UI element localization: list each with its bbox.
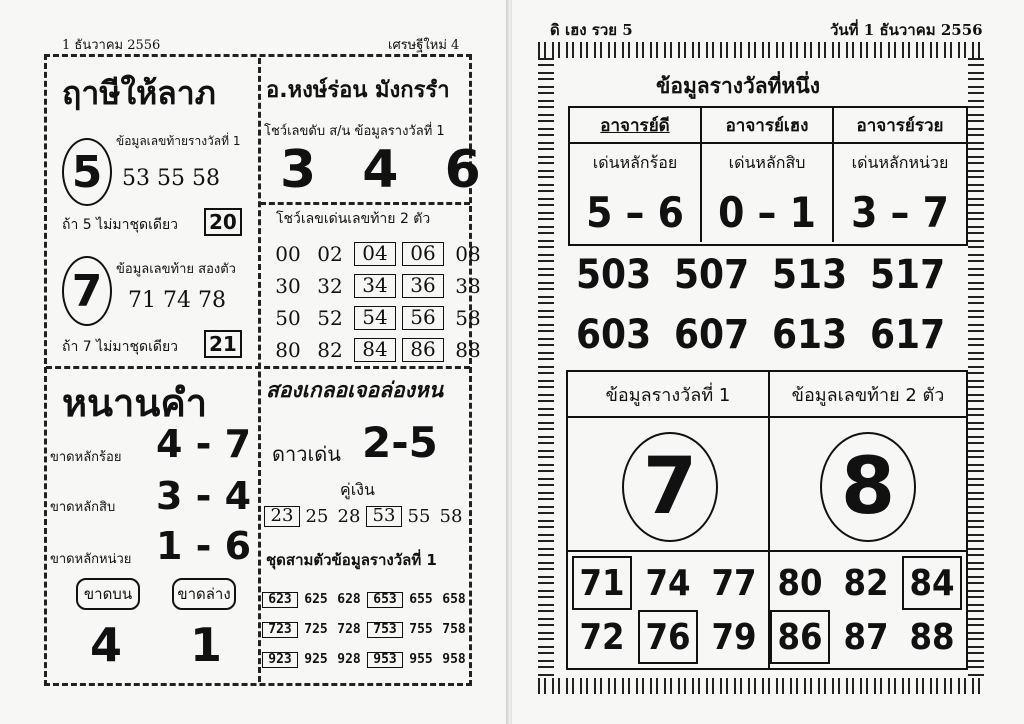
songklao-pair: 28 xyxy=(337,506,361,527)
three-digit-number: 603 xyxy=(576,312,652,358)
left-box-title: ข้อมูลรางวัลที่ 1 xyxy=(605,384,731,406)
master-grid-cell: 08 xyxy=(455,242,481,266)
nanankham-label-0: ขาดหลักร้อย xyxy=(50,450,122,465)
master-title: อ.หงษ์ร่อน มังกรรำ xyxy=(266,78,450,103)
right-box-title: ข้อมูลเลขท้าย 2 ตัว xyxy=(791,384,945,406)
three-digit-number: 513 xyxy=(772,252,848,298)
songklao-set: 955 xyxy=(409,652,433,667)
master-subtitle: โชว์เลขดับ ส/น ข้อมูลรางวัลที่ 1 xyxy=(264,124,445,139)
songklao-pair: 58 xyxy=(439,506,463,527)
hermit-caption-1: ข้อมูลเลขท้ายรางวัลที่ 1 xyxy=(116,134,241,148)
songklao-set: 658 xyxy=(442,592,466,607)
three-digit-number: 503 xyxy=(576,252,652,298)
master-grid-cell: 54 xyxy=(354,306,396,330)
pair-number: 84 xyxy=(902,556,962,610)
songklao-sets-title: ชุดสามตัวข้อมูลรางวัลที่ 1 xyxy=(266,551,437,569)
songklao-set: 725 xyxy=(304,622,328,637)
master-header-0: อาจารย์ดี xyxy=(570,108,702,144)
pair-number: 86 xyxy=(770,610,830,664)
hermit-digit-circle-1: 5 xyxy=(62,138,112,206)
nanankham-value-1: 3 - 4 xyxy=(156,474,252,518)
master-grid-cell: 80 xyxy=(275,338,301,362)
songklao-set: 653 xyxy=(367,592,403,608)
prize-boxes-mid-line xyxy=(568,550,966,552)
master-subheader-1: เด่นหลักสิบ xyxy=(702,144,834,182)
master-grid-title: โชว์เลขเด่นเลขท้าย 2 ตัว xyxy=(276,211,431,227)
hermit-rule-2: ถ้า 7 ไม่มาชุดเดียว xyxy=(62,339,179,355)
songklao-set: 728 xyxy=(337,622,361,637)
nanankham-bottom-value: 1 xyxy=(190,618,223,672)
master-divider xyxy=(260,202,470,205)
master-grid-cell: 04 xyxy=(354,242,396,266)
master-grid-cell: 52 xyxy=(317,306,343,330)
songklao-set: 958 xyxy=(442,652,466,667)
songklao-set-row xyxy=(262,622,469,638)
left-divider-vertical xyxy=(258,58,261,682)
songklao-pair: 23 xyxy=(264,506,300,527)
master-grid-cell: 32 xyxy=(317,274,343,298)
right-header-right: วันที่ 1 ธันวาคม 2556 xyxy=(830,21,983,39)
master-grid-cell: 86 xyxy=(402,338,444,362)
master-grid-cell: 84 xyxy=(354,338,396,362)
prize-boxes-header-line xyxy=(568,416,966,418)
right-title: ข้อมูลรางวัลที่หนึ่ง xyxy=(656,74,820,98)
songklao-pair: 53 xyxy=(366,506,402,527)
master-grid-row xyxy=(270,338,486,362)
nanankham-title: หนานคำ xyxy=(62,381,208,425)
songklao-set: 753 xyxy=(367,622,403,638)
songklao-title: สองเกลอเจอล่องหน xyxy=(266,378,444,402)
prize-boxes xyxy=(566,370,968,670)
songklao-star-value: 2-5 xyxy=(362,418,438,467)
songklao-pair: 25 xyxy=(305,506,329,527)
master-value-1: 0 – 1 xyxy=(702,182,834,242)
master-grid-cell: 56 xyxy=(402,306,444,330)
right-page xyxy=(512,0,1024,724)
nanankham-bottom-label: ขาดล่าง xyxy=(172,578,236,610)
pair-number: 76 xyxy=(638,610,698,664)
pair-number: 80 xyxy=(777,562,823,604)
songklao-set: 623 xyxy=(262,592,298,608)
master-grid-cell: 50 xyxy=(275,306,301,330)
songklao-set: 953 xyxy=(367,652,403,668)
meander-border-bottom xyxy=(538,678,984,694)
left-header-date: 1 ธันวาคม 2556 xyxy=(62,38,161,53)
master-grid-cell: 06 xyxy=(402,242,444,266)
three-digit-number: 517 xyxy=(870,252,946,298)
left-header-publication: เศรษฐีใหม่ 4 xyxy=(388,38,460,53)
master-subheader-2: เด่นหลักหน่วย xyxy=(851,152,949,172)
nanankham-top-value: 4 xyxy=(90,618,123,672)
nanankham-label-1: ขาดหลักสิบ xyxy=(50,500,116,515)
left-box-digit: 7 xyxy=(622,432,718,542)
pair-number: 88 xyxy=(909,616,955,658)
meander-border-top xyxy=(538,42,984,58)
master-big-number: 3 4 6 xyxy=(280,140,495,200)
hermit-fallback-1: 20 xyxy=(204,208,242,236)
songklao-set: 655 xyxy=(409,592,433,607)
songklao-pair: 55 xyxy=(407,506,431,527)
three-digit-number: 607 xyxy=(674,312,750,358)
master-grid-cell: 88 xyxy=(455,338,481,362)
left-page xyxy=(0,0,508,724)
songklao-set: 625 xyxy=(304,592,328,607)
master-value-2: 3 – 7 xyxy=(851,187,949,237)
songklao-set: 758 xyxy=(442,622,466,637)
songklao-pair-title: คู่เงิน xyxy=(340,480,375,499)
hermit-digit-circle-2: 7 xyxy=(62,256,112,326)
nanankham-label-2: ขาดหลักหน่วย xyxy=(50,552,132,567)
pair-number: 82 xyxy=(843,562,889,604)
master-grid-cell: 00 xyxy=(275,242,301,266)
master-grid-cell: 30 xyxy=(275,274,301,298)
right-box-digit: 8 xyxy=(820,432,916,542)
nanankham-value-0: 4 - 7 xyxy=(156,422,252,466)
master-grid-row xyxy=(270,274,486,298)
pair-number: 72 xyxy=(579,616,625,658)
right-header-left: ดิ เฮง รวย 5 xyxy=(550,21,633,39)
songklao-star-label: ดาวเด่น xyxy=(272,442,341,466)
master-grid-cell: 36 xyxy=(402,274,444,298)
master-subheader-0: เด่นหลักร้อย xyxy=(570,144,702,182)
pair-number: 74 xyxy=(645,562,691,604)
meander-border-left xyxy=(538,58,554,678)
meander-border-right xyxy=(968,58,984,678)
pair-number: 71 xyxy=(572,556,632,610)
hermit-title: ฤาษีให้ลาภ xyxy=(62,74,216,112)
three-digit-number: 617 xyxy=(870,312,946,358)
pair-number: 87 xyxy=(843,616,889,658)
songklao-set: 928 xyxy=(337,652,361,667)
hermit-caption-2: ข้อมูลเลขท้าย สองตัว xyxy=(116,262,236,277)
master-grid-cell: 34 xyxy=(354,274,396,298)
songklao-set: 628 xyxy=(337,592,361,607)
hermit-numbers-1: 53 55 58 xyxy=(122,166,220,191)
hermit-rule-1: ถ้า 5 ไม่มาชุดเดียว xyxy=(62,217,179,233)
songklao-set: 723 xyxy=(262,622,298,638)
songklao-set: 923 xyxy=(262,652,298,668)
three-digit-number: 507 xyxy=(674,252,750,298)
left-divider-horizontal xyxy=(46,366,470,369)
master-value-0: 5 – 6 xyxy=(570,182,702,242)
master-grid-row xyxy=(270,242,486,266)
master-grid-cell: 02 xyxy=(317,242,343,266)
master-grid-cell: 82 xyxy=(317,338,343,362)
master-grid-row xyxy=(270,306,486,330)
three-digit-number: 613 xyxy=(772,312,848,358)
nanankham-top-label: ขาดบน xyxy=(76,578,140,610)
pair-number: 77 xyxy=(711,562,757,604)
hermit-numbers-2: 71 74 78 xyxy=(128,288,226,313)
pair-number: 79 xyxy=(711,616,757,658)
master-grid-cell: 58 xyxy=(455,306,481,330)
master-header-2: อาจารย์รวย xyxy=(834,108,966,144)
songklao-set-row xyxy=(262,592,469,608)
songklao-set-row xyxy=(262,652,469,668)
master-grid-cell: 38 xyxy=(455,274,481,298)
nanankham-value-2: 1 - 6 xyxy=(156,524,252,568)
songklao-pairs xyxy=(264,506,466,527)
songklao-set: 755 xyxy=(409,622,433,637)
songklao-set: 925 xyxy=(304,652,328,667)
masters-table xyxy=(568,106,968,246)
hermit-fallback-2: 21 xyxy=(204,330,242,358)
master-header-1: อาจารย์เฮง xyxy=(702,108,834,144)
